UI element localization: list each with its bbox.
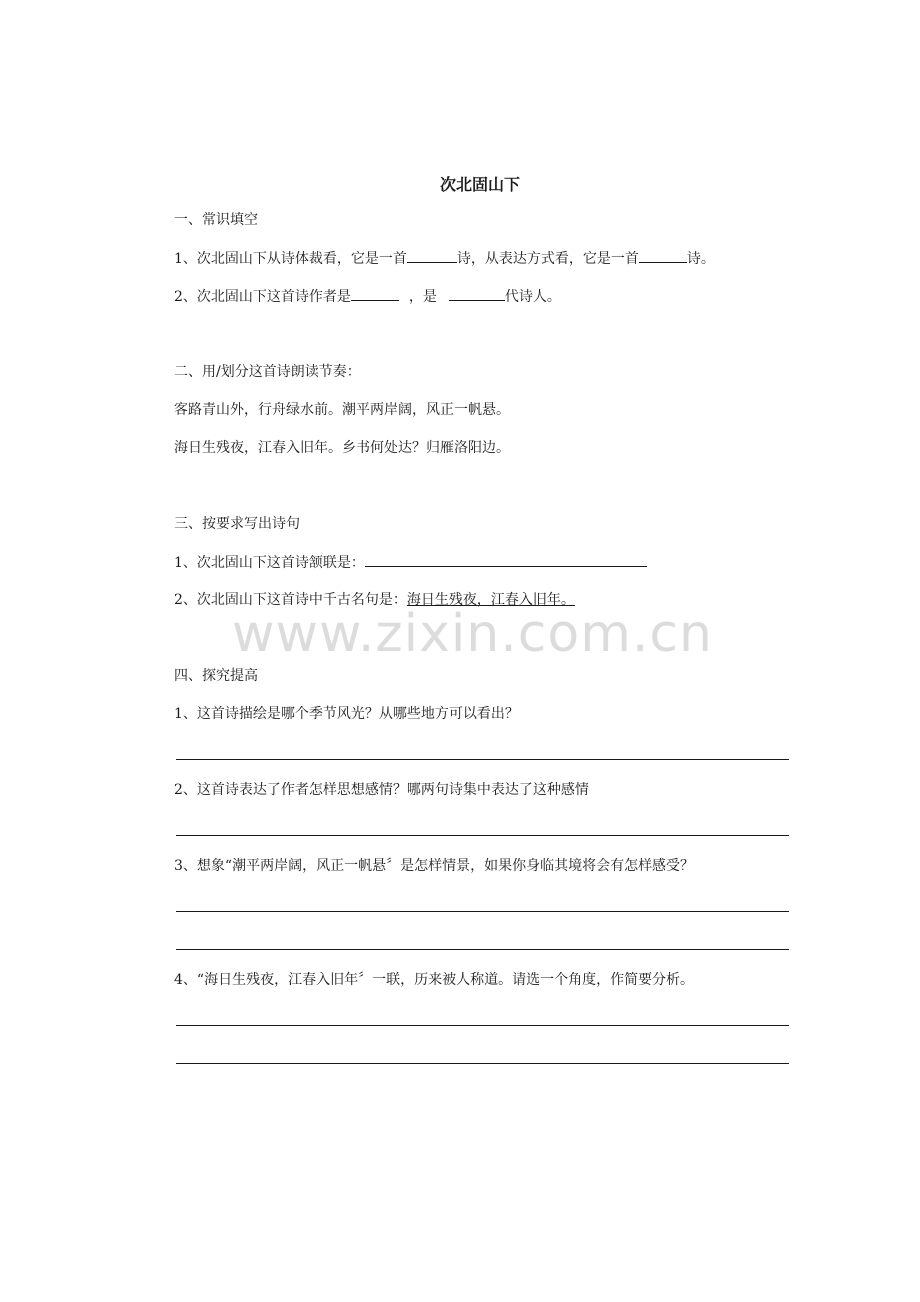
question-4-2: 2、这首诗表达了作者怎样思想感情？哪两句诗集中表达了这种感情 <box>174 782 589 798</box>
answer-line-4-4b[interactable] <box>176 1063 789 1064</box>
question-1-1-part-c: 诗。 <box>686 251 715 267</box>
document-title: 次北固山下 <box>439 175 520 194</box>
question-4-4: 4、“海日生残夜，江春入旧年〞一联，历来被人称道。请选一个角度，作简要分析。 <box>174 972 695 988</box>
answer-blank-author[interactable] <box>351 286 399 301</box>
question-1-2-part-b: ，是 <box>408 289 437 305</box>
answer-blank-genre[interactable] <box>407 248 457 263</box>
question-1-1-part-a: 1、次北固山下从诗体裁看，它是一首 <box>174 251 407 267</box>
answer-blank-expression[interactable] <box>639 248 687 263</box>
question-4-3: 3、想象“潮平两岸阔，风正一帆悬〞是怎样情景，如果你身临其境将会有怎样感受？ <box>174 858 695 874</box>
answer-line-4-3b[interactable] <box>176 949 789 950</box>
question-1-2-part-a: 2、次北固山下这首诗作者是 <box>174 289 351 305</box>
section-4-heading: 四、探究提高 <box>174 668 258 684</box>
answer-line-4-1[interactable] <box>176 759 789 760</box>
question-3-2-text: 2、次北固山下这首诗中千古名句是： <box>174 592 407 608</box>
answer-blank-dynasty[interactable] <box>449 286 505 301</box>
question-1-2 <box>174 286 561 307</box>
section-2-heading: 二、用/划分这首诗朗读节奏： <box>174 364 361 380</box>
answer-blank-couplet[interactable] <box>365 552 647 567</box>
question-3-1 <box>174 552 647 573</box>
answer-line-4-2[interactable] <box>176 835 789 836</box>
question-3-1-text: 1、次北固山下这首诗颔联是： <box>174 555 365 571</box>
section-3-heading: 三、按要求写出诗句 <box>174 516 300 532</box>
poem-line-2: 海日生残夜，江春入旧年。乡书何处达？归雁洛阳边。 <box>174 440 510 456</box>
answer-line-4-4a[interactable] <box>176 1025 789 1026</box>
question-3-2-answer: 海日生残夜，江春入旧年。 <box>406 592 575 608</box>
poem-line-1: 客路青山外，行舟绿水前。潮平两岸阔，风正一帆悬。 <box>174 402 510 418</box>
section-1-heading: 一、常识填空 <box>174 212 258 228</box>
question-1-2-part-c: 代诗人。 <box>504 289 561 305</box>
question-4-1: 1、这首诗描绘是哪个季节风光？从哪些地方可以看出？ <box>174 706 519 722</box>
watermark: www.zixin.com.cn <box>232 604 713 664</box>
question-1-1 <box>174 248 715 269</box>
question-1-1-part-b: 诗，从表达方式看，它是一首 <box>456 251 639 267</box>
answer-line-4-3a[interactable] <box>176 911 789 912</box>
